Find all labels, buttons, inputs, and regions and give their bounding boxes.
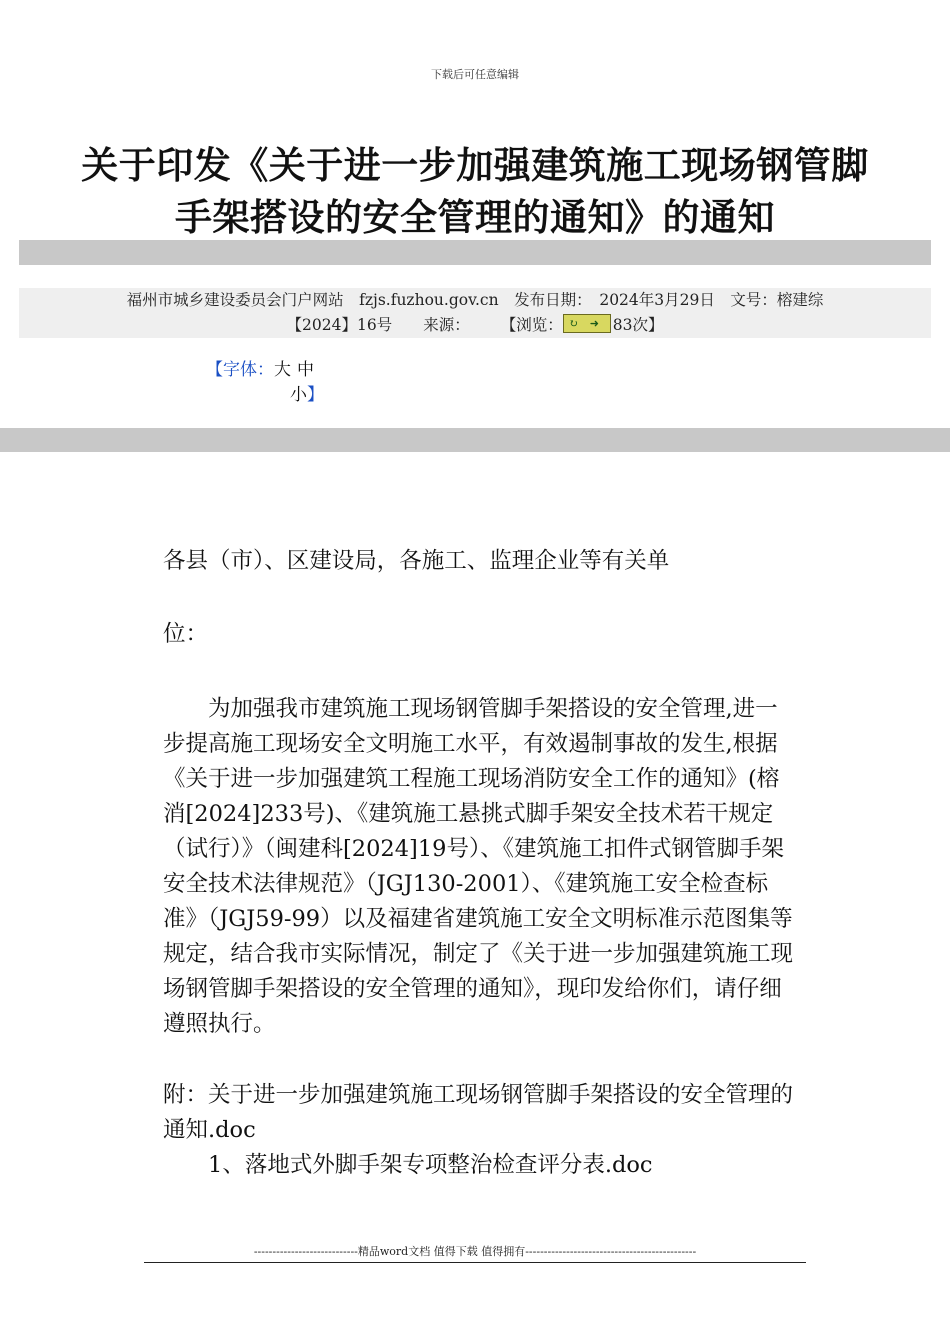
font-size-small-link[interactable]: 小 xyxy=(290,385,307,405)
attachment-item-link[interactable]: 1、落地式外脚手架专项整治检查评分表.doc xyxy=(208,1152,653,1178)
page-title xyxy=(20,140,930,244)
meta-row-1: 福州市城乡建设委员会门户网站 fzjs.fuzhou.gov.cn 发布日期： 2024年3月29日 文号：榕建综 xyxy=(126,291,824,309)
attachment-link[interactable]: 附：关于进一步加强建筑施工现场钢管脚手架搭设的安全管理的通知.doc xyxy=(163,1082,794,1143)
article-meta xyxy=(19,288,931,338)
top-divider-bar xyxy=(19,240,931,265)
page-title-line-1: 关于印发《关于进一步加强建筑施工现场钢管脚 xyxy=(81,144,869,187)
meta-row-2 xyxy=(19,313,931,338)
font-size-label: 【字体： xyxy=(206,360,274,380)
page-title-line-2: 手架搭设的安全管理的通知》的通知 xyxy=(175,196,775,239)
font-size-close-bracket: 】 xyxy=(307,385,324,405)
header-note: 下载后可任意编辑 xyxy=(431,68,519,81)
bottom-divider-bar xyxy=(0,428,950,452)
greeting-line-1: 各县（市）、区建设局，各施工、监理企业等有关单 xyxy=(163,548,670,574)
footer-note: ----------------------------精品word文档 值得下载 值得拥有---------------------------------------------- xyxy=(253,1245,697,1258)
font-size-medium-link[interactable]: 中 xyxy=(297,360,314,380)
greeting-line-2: 位： xyxy=(163,621,209,647)
footer-rule xyxy=(144,1262,806,1263)
meta-source-prefix: 【2024】16号 来源： 【浏览： xyxy=(286,316,563,334)
browse-counter-icon: ↻ ➜ xyxy=(563,314,611,333)
view-count: 83次】 xyxy=(612,316,664,334)
font-size-large-link[interactable]: 大 xyxy=(274,360,291,380)
article-body xyxy=(163,544,793,1183)
body-paragraph: 为加强我市建筑施工现场钢管脚手架搭设的安全管理,进一步提高施工现场安全文明施工水平，有效遏制事故的发生,根据《关于进一步加强建筑工程施工现场消防安全工作的通知》(榕消[2024]233号)、《建筑施工悬挑式脚手架安全技术若干规定（试行）》（闽建科[2024]19号）、《建筑施工扣件式钢管脚手架安全技术法律规范》（JGJ130-2001）、《建筑施工安全检查标准》（JGJ59-99）以及福建省建筑施工安全文明标准示范图集等规定，结合我市实际情况，制定了《关于进一步加强建筑施工现场钢管脚手架搭设的安全管理的通知》，现印发给你们，请仔细遵照执行。 xyxy=(163,696,794,1037)
font-size-control xyxy=(206,358,336,408)
